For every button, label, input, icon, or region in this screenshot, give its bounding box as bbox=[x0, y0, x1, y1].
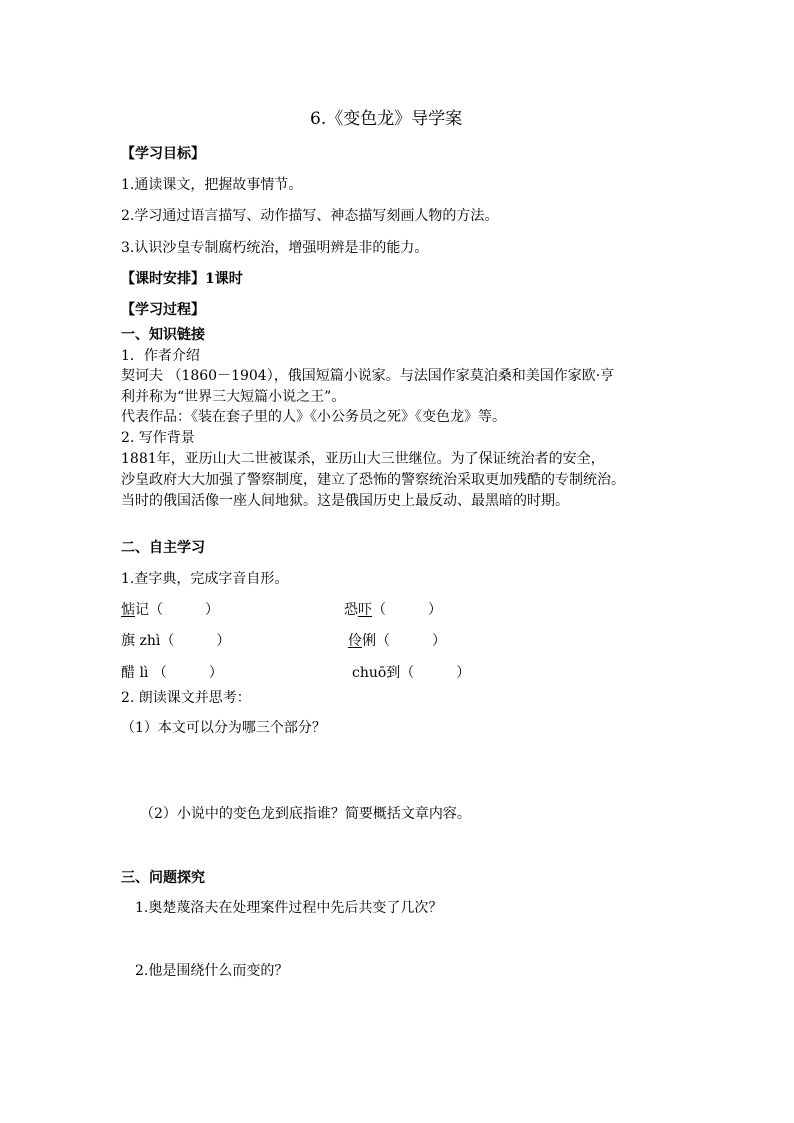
pronunciation-item: 旗 zhì（ ） bbox=[121, 633, 231, 649]
objective-item: 3.认识沙皇专制腐朽统治，增强明辨是非的能力。 bbox=[121, 240, 429, 256]
pronunciation-item: chuō到（ ） bbox=[352, 665, 471, 681]
inquiry-heading: 三、问题探究 bbox=[121, 870, 205, 886]
underlined-char: 惦 bbox=[121, 602, 135, 618]
background-text: 当时的俄国活像一座人间地狱。这是俄国历史上最反动、最黑暗的时期。 bbox=[121, 493, 569, 509]
self-study-sub1: （1）本文可以分为哪三个部分？ bbox=[121, 720, 326, 736]
background-text: 沙皇政府大大加强了警察制度，建立了恐怖的警察统治采取更加残酷的专制统治。 bbox=[121, 472, 625, 488]
underlined-char: 伶 bbox=[348, 633, 362, 649]
self-study-q2: 2. 朗读课文并思考： bbox=[121, 690, 251, 706]
pronunciation-item: 醋 lì （ ） bbox=[121, 665, 223, 681]
self-study-sub2: （2）小说中的变色龙到底指谁？简要概括文章内容。 bbox=[140, 806, 471, 822]
objective-item: 2.学习通过语言描写、动作描写、神态描写刻画人物的方法。 bbox=[121, 208, 499, 224]
knowledge-heading: 一、知识链接 bbox=[121, 327, 205, 343]
author-text: 契诃夫 （1860－1904），俄国短篇小说家。与法国作家莫泊桑和美国作家欧·亨 bbox=[121, 368, 615, 384]
pronunciation-item: 惦记（ ） bbox=[121, 602, 219, 618]
inquiry-q1: 1.奥楚蔑洛夫在处理案件过程中先后共变了几次？ bbox=[135, 900, 443, 916]
page-title: 6.《变色龙》导学案 bbox=[310, 109, 463, 129]
author-text: 利并称为“世界三大短篇小说之王”。 bbox=[121, 389, 346, 405]
pronunciation-item: 伶俐（ ） bbox=[348, 633, 446, 649]
underlined-char: 吓 bbox=[358, 602, 372, 618]
objective-item: 1.通读课文，把握故事情节。 bbox=[121, 177, 303, 193]
self-study-heading: 二、自主学习 bbox=[121, 540, 205, 556]
author-works: 代表作品：《装在套子里的人》《小公务员之死》《变色龙》等。 bbox=[121, 409, 506, 425]
process-heading: 【学习过程】 bbox=[121, 302, 205, 318]
schedule-heading: 【课时安排】1课时 bbox=[121, 271, 243, 287]
inquiry-q2: 2.他是围绕什么而变的？ bbox=[135, 963, 289, 979]
background-heading: 2. 写作背景 bbox=[121, 430, 195, 446]
pronunciation-item: 恐吓（ ） bbox=[344, 602, 442, 618]
author-heading: 1．作者介绍 bbox=[121, 348, 200, 364]
self-study-q1: 1.查字典，完成字音自形。 bbox=[121, 571, 289, 587]
background-text: 1881年，亚历山大二世被谋杀，亚历山大三世继位。为了保证统治者的安全， bbox=[121, 451, 605, 467]
objectives-heading: 【学习目标】 bbox=[121, 146, 205, 162]
